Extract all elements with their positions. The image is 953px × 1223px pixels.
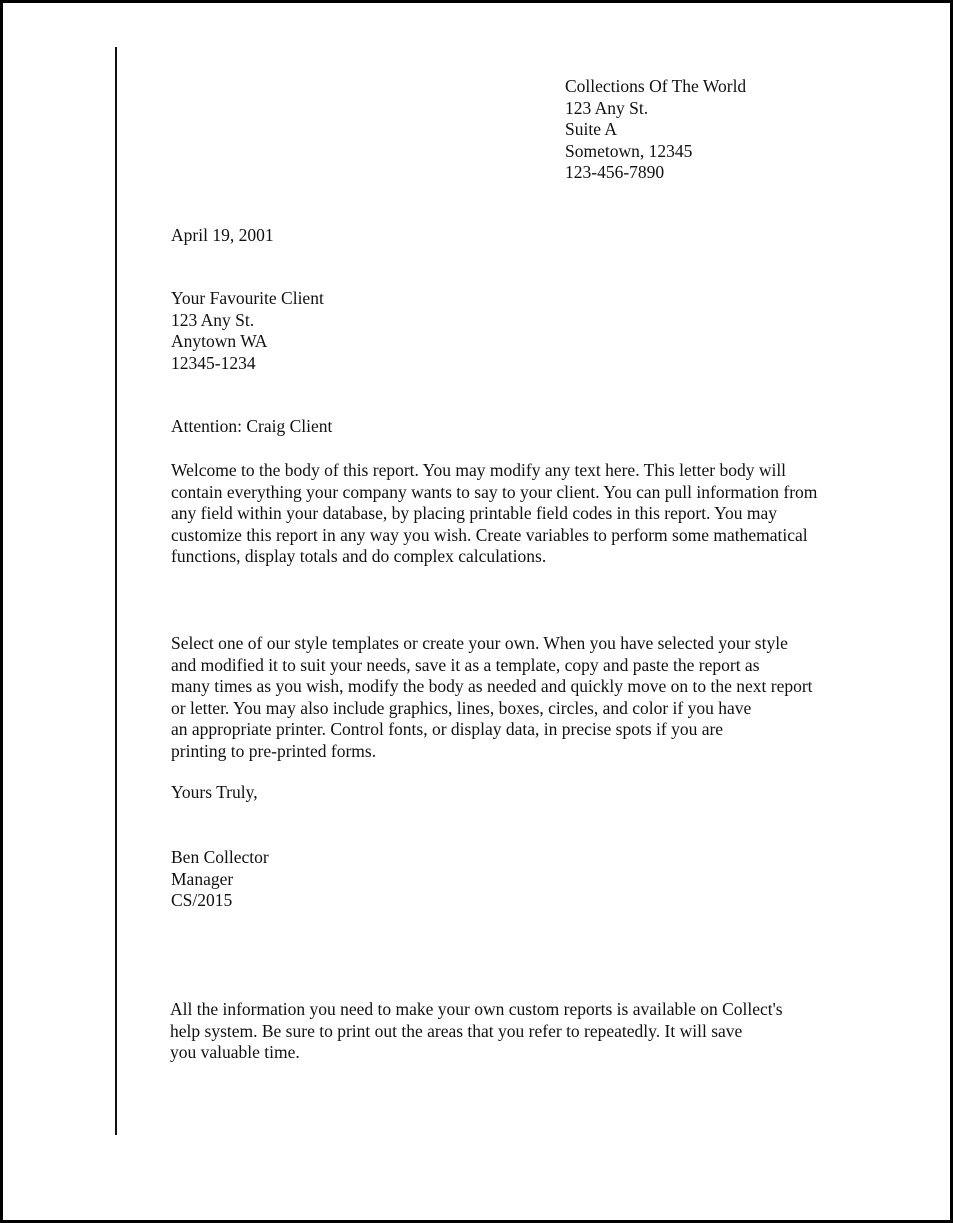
body-line: an appropriate printer. Control fonts, or display data, in precise spots if you are xyxy=(171,719,724,739)
body-line: functions, display totals and do complex calculations. xyxy=(171,546,547,566)
recipient-street: 123 Any St. xyxy=(171,309,255,330)
sender-phone: 123-456-7890 xyxy=(565,162,665,182)
sender-street: 123 Any St. xyxy=(565,97,649,118)
body-line: customize this report in any way you wish. Create variables to perform some mathematical xyxy=(171,524,808,545)
attention-line: Attention: Craig Client xyxy=(171,416,333,436)
body-line: any field within your database, by placing printable field codes in this report. You may xyxy=(171,503,778,523)
recipient-postal-code: 12345-1234 xyxy=(171,352,256,373)
body-paragraph-2 xyxy=(171,633,813,762)
body-paragraph-1 xyxy=(171,460,817,568)
body-line: or letter. You may also include graphics, lines, boxes, circles, and color if you have xyxy=(171,697,752,718)
sender-city: Sometown, 12345 xyxy=(565,140,693,161)
sender-name: Collections Of The World xyxy=(565,76,747,96)
body-line: Select one of our style templates or create your own. When you have selected your style xyxy=(171,633,788,653)
reference-code: CS/2015 xyxy=(171,890,233,910)
left-margin-rule xyxy=(115,47,117,1135)
footer-note xyxy=(170,999,783,1064)
body-line: Welcome to the body of this report. You may modify any text here. This letter body will xyxy=(171,460,787,480)
signer-name: Ben Collector xyxy=(171,847,269,867)
footer-line: help system. Be sure to print out the areas that you refer to repeatedly. It will save xyxy=(170,1020,743,1041)
sender-address-block xyxy=(565,76,746,184)
letter-date: April 19, 2001 xyxy=(171,225,274,245)
recipient-city: Anytown WA xyxy=(171,331,268,351)
signature-block xyxy=(171,847,269,912)
recipient-name: Your Favourite Client xyxy=(171,288,324,308)
closing-salutation: Yours Truly, xyxy=(171,782,258,802)
sender-suite: Suite A xyxy=(565,119,618,139)
footer-line: All the information you need to make your own custom reports is available on Collect's xyxy=(170,999,783,1019)
body-line: printing to pre-printed forms. xyxy=(171,740,377,761)
signer-title: Manager xyxy=(171,868,234,889)
body-line: and modified it to suit your needs, save it as a template, copy and paste the report as xyxy=(171,654,760,675)
recipient-address-block xyxy=(171,288,324,374)
body-line: contain everything your company wants to say to your client. You can pull information from xyxy=(171,481,818,502)
footer-line: you valuable time. xyxy=(170,1042,300,1062)
body-line: many times as you wish, modify the body as needed and quickly move on to the next report xyxy=(171,676,813,696)
